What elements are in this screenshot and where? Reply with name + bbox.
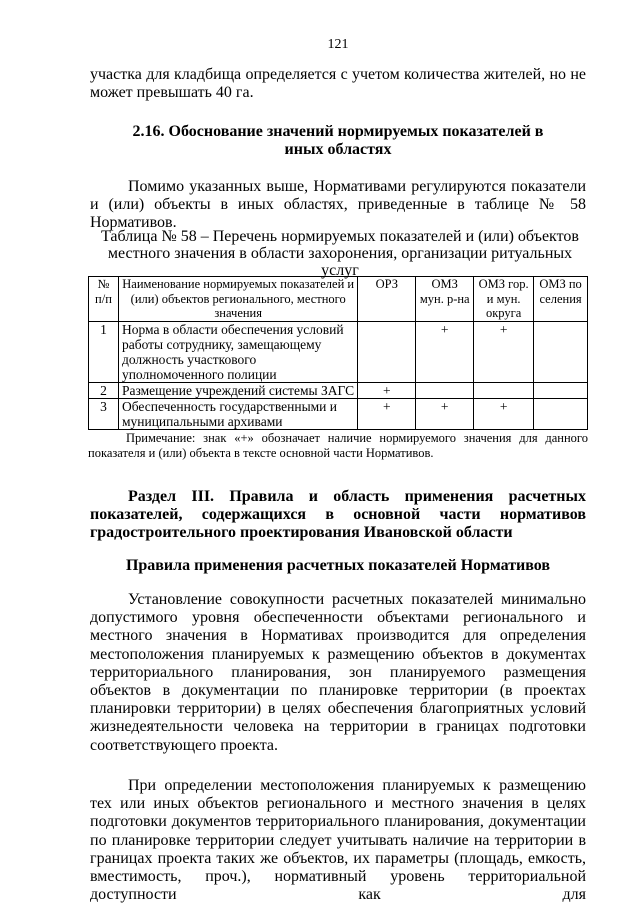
row-num: 1 bbox=[89, 321, 119, 382]
table-row bbox=[89, 321, 588, 382]
section-3-heading: Раздел III. Правила и область применения расчетных показателей, содержащихся в основной части нормативов градостроительного проектирования Ивановской области bbox=[90, 488, 586, 541]
row-omz-pos bbox=[534, 382, 588, 398]
header-omz-pos: ОМЗ поселения bbox=[534, 277, 588, 322]
table-row bbox=[89, 382, 588, 398]
row-omz-pos bbox=[534, 321, 588, 382]
section-heading-2-16: 2.16. Обоснование значений нормируемых показателей в иных областях bbox=[132, 123, 544, 158]
row-orz: + bbox=[358, 398, 416, 429]
row-num: 3 bbox=[89, 398, 119, 429]
intro-paragraph: участка для кладбища определяется с учетом количества жителей, но не может превышать 40 га. bbox=[90, 66, 586, 102]
header-num: № п/п bbox=[89, 277, 119, 322]
table-container bbox=[88, 276, 588, 461]
row-name: Размещение учреждений системы ЗАГС bbox=[118, 382, 357, 398]
header-orz: ОРЗ bbox=[358, 277, 416, 322]
table-row bbox=[89, 398, 588, 429]
table-caption: Таблица № 58 – Перечень нормируемых показателей и (или) объектов местного значения в области захоронения, организации ритуальных услуг bbox=[101, 228, 579, 279]
page-number: 121 bbox=[327, 37, 349, 52]
row-omz-mr bbox=[416, 382, 474, 398]
section-paragraph: Помимо указанных выше, Нормативами регулируются показатели и (или) объекты в иных областях, приведенные в таблице № 58 Нормативов. bbox=[90, 178, 586, 232]
row-omz-go: + bbox=[474, 321, 534, 382]
row-omz-go: + bbox=[474, 398, 534, 429]
table-header-row bbox=[89, 277, 588, 322]
row-omz-go bbox=[474, 382, 534, 398]
body-paragraph-2: При определении местоположения планируемых к размещению тех или иных объектов регионального и местного значения в целях подготовки документов территориального планирования, документации по планировке территории следует учитывать наличие на территории в границах проекта таких же объектов, их параметры (площадь, емкость, вместимость, проч.), нормативный уровень территориальной доступности как для bbox=[90, 777, 586, 904]
norms-table bbox=[88, 276, 588, 430]
row-num: 2 bbox=[89, 382, 119, 398]
row-omz-pos bbox=[534, 398, 588, 429]
section-3-subheading: Правила применения расчетных показателей Нормативов bbox=[125, 557, 551, 574]
row-omz-mr: + bbox=[416, 321, 474, 382]
row-name: Обеспеченность государственными и муниципальными архивами bbox=[118, 398, 357, 429]
header-omz-mr: ОМЗ мун. р-на bbox=[416, 277, 474, 322]
row-name: Норма в области обеспечения условий работы сотруднику, замещающему должность участкового уполномоченного полиции bbox=[118, 321, 357, 382]
header-name: Наименование нормируемых показателей и (или) объектов регионального, местного значения bbox=[118, 277, 357, 322]
body-paragraph-1: Установление совокупности расчетных показателей минимально допустимого уровня обеспеченности объектами регионального и местного значения в Нормативах производится для определения местоположения планируемых к размещению объектов в документах территориального планирования, зон планируемого размещения объектов в документации по планировке территории (в проектах планировки территории) в целях обеспечения благоприятных условий жизнедеятельности человека на территории в границах подготовки соответствующего проекта. bbox=[90, 591, 586, 754]
table-note: Примечание: знак «+» обозначает наличие нормируемого значения для данного показателя и (или) объекта в тексте основной части Нормативов. bbox=[88, 430, 588, 460]
header-omz-go: ОМЗ гор. и мун. округа bbox=[474, 277, 534, 322]
row-orz bbox=[358, 321, 416, 382]
row-orz: + bbox=[358, 382, 416, 398]
row-omz-mr: + bbox=[416, 398, 474, 429]
